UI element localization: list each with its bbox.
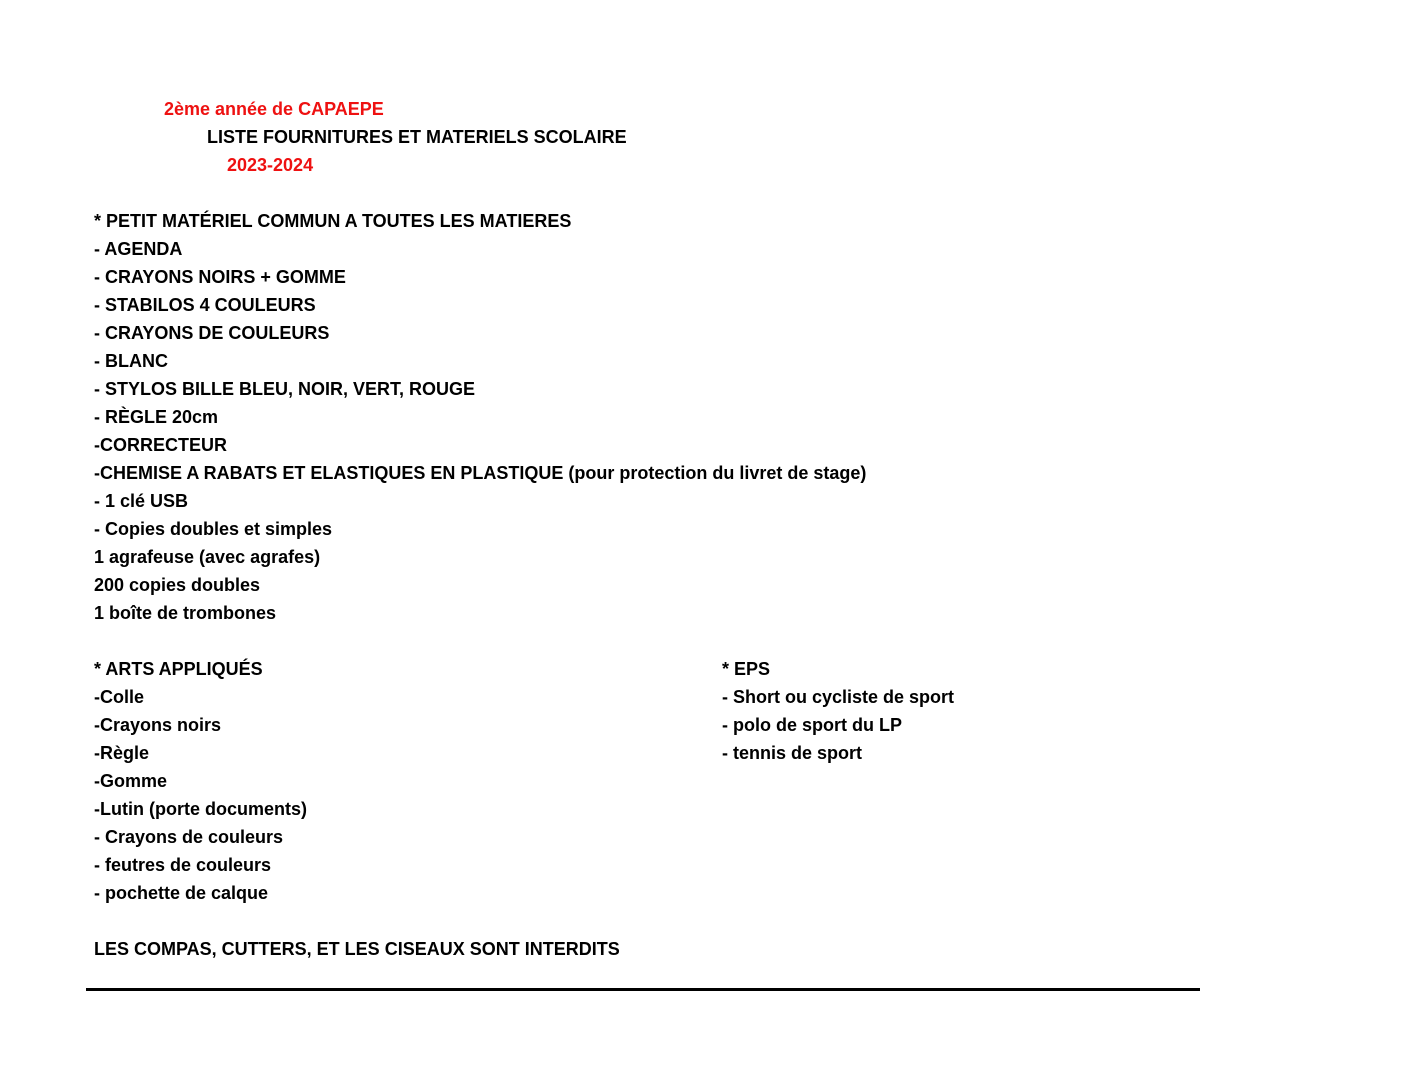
list-item: -Colle — [94, 687, 145, 707]
list-item: - CRAYONS NOIRS + GOMME — [94, 267, 346, 287]
list-item: 1 boîte de trombones — [94, 603, 277, 623]
document-title: LISTE FOURNITURES ET MATERIELS SCOLAIRE — [207, 127, 627, 147]
list-item: -Gomme — [94, 771, 168, 791]
list-item: - polo de sport du LP — [722, 715, 902, 735]
list-item: -Règle — [94, 743, 150, 763]
list-item: -Crayons noirs — [94, 715, 222, 735]
list-item: -CORRECTEUR — [94, 435, 227, 455]
applied-arts-section — [94, 655, 307, 907]
list-item: - 1 clé USB — [94, 491, 189, 511]
list-item: - BLANC — [94, 351, 168, 371]
list-item: 1 agrafeuse (avec agrafes) — [94, 547, 321, 567]
applied-arts-title: * ARTS APPLIQUÉS — [94, 659, 263, 679]
list-item: - Short ou cycliste de sport — [722, 687, 955, 707]
eps-section — [722, 655, 954, 767]
list-item: - AGENDA — [94, 239, 183, 259]
list-item: 200 copies doubles — [94, 575, 261, 595]
list-item: -CHEMISE A RABATS ET ELASTIQUES EN PLASTIQUE (pour protection du livret de stage) — [94, 463, 867, 483]
list-item: -Lutin (porte documents) — [94, 799, 307, 819]
list-item: - Copies doubles et simples — [94, 519, 333, 539]
horizontal-divider — [86, 988, 1200, 991]
common-supplies-title: * PETIT MATÉRIEL COMMUN A TOUTES LES MATIERES — [94, 211, 572, 231]
common-supplies-section — [94, 207, 866, 627]
list-item: - RÈGLE 20cm — [94, 407, 219, 427]
forbidden-items-warning: LES COMPAS, CUTTERS, ET LES CISEAUX SONT INTERDITS — [94, 939, 620, 959]
list-item: - feutres de couleurs — [94, 855, 272, 875]
school-year: 2023-2024 — [227, 155, 314, 175]
list-item: - Crayons de couleurs — [94, 827, 284, 847]
list-item: - CRAYONS DE COULEURS — [94, 323, 330, 343]
list-item: - pochette de calque — [94, 883, 269, 903]
class-level-heading: 2ème année de CAPAEPE — [164, 99, 384, 119]
list-item: - STABILOS 4 COULEURS — [94, 295, 316, 315]
eps-title: * EPS — [722, 659, 771, 679]
list-item: - STYLOS BILLE BLEU, NOIR, VERT, ROUGE — [94, 379, 476, 399]
list-item: - tennis de sport — [722, 743, 863, 763]
